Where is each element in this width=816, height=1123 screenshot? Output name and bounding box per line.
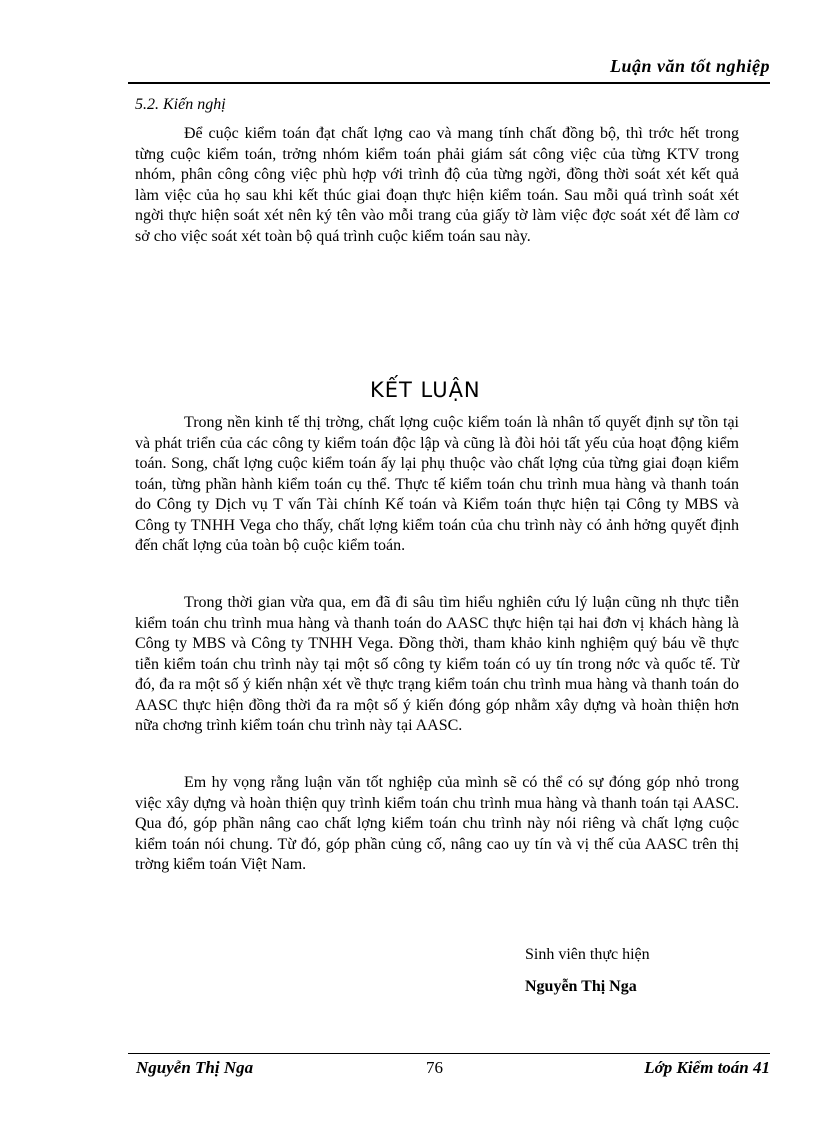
page-number: 76 xyxy=(426,1058,443,1077)
header-title: Luận văn tốt nghiệp xyxy=(609,56,770,76)
conclusion-paragraph-3: Em hy vọng rằng luận văn tốt nghiệp của mình sẽ có thể có sự đóng góp nhỏ trong việc xây dựng và hoàn thiện quy trình kiểm toán chu trình mua hàng và thanh toán tại AASC. Qua đó, góp phần nâng cao chất lợng kiểm toán chu trình này nói riêng và chất lợng cuộc kiểm toán nói chung. Từ đó, góp phần củng cố, nâng cao uy tín và vị thế của AASC trên thị trờng kiểm toán Việt Nam. xyxy=(135,774,739,873)
footer-class-name: Lớp Kiểm toán 41 xyxy=(644,1058,770,1077)
signoff-name: Nguyễn Thị Nga xyxy=(525,978,637,995)
header-rule xyxy=(128,82,770,84)
signoff-label: Sinh viên thực hiện xyxy=(525,946,650,963)
section-heading: 5.2. Kiến nghị xyxy=(135,96,226,113)
conclusion-paragraph-2: Trong thời gian vừa qua, em đã đi sâu tìm hiểu nghiên cứu lý luận cũng nh thực tiễn kiểm toán chu trình mua hàng và thanh toán do AASC thực hiện tại hai đơn vị khách hàng là Công ty MBS và Công ty TNHH Vega. Đồng thời, tham khảo kinh nghiệm quý báu về thực tiễn kiểm toán chu trình này tại một số công ty kiểm toán có uy tín trong nớc và quốc tế. Từ đó, đa ra một số ý kiến nhận xét về thực trạng kiểm toán chu trình mua hàng và thanh toán do AASC thực hiện đồng thời đa ra một số ý kiến đóng góp nhằm xây dựng và hoàn thiện hơn nữa chơng trình kiểm toán chu trình này tại AASC. xyxy=(135,594,739,734)
footer-author: Nguyễn Thị Nga xyxy=(136,1058,254,1077)
recommendation-paragraph: Để cuộc kiểm toán đạt chất lợng cao và mang tính chất đồng bộ, thì trớc hết trong từng cuộc kiểm toán, trởng nhóm kiểm toán phải giám sát công việc của từng KTV trong nhóm, phân công công việc phù hợp với trình độ của từng ngời, đồng thời soát xét kết quả làm việc của họ sau khi kết thúc giai đoạn thực hiện kiểm toán. Sau mỗi quá trình soát xét ngời thực hiện soát xét nên ký tên vào mỗi trang của giấy tờ làm việc đợc soát xét để làm cơ sở cho việc soát xét toàn bộ quá trình cuộc kiểm toán sau này. xyxy=(135,125,739,245)
conclusion-title: KẾT LUẬN xyxy=(370,378,481,402)
footer-rule xyxy=(128,1053,770,1054)
conclusion-paragraph-1: Trong nền kinh tế thị trờng, chất lợng cuộc kiểm toán là nhân tố quyết định sự tồn tại và phát triển của các công ty kiểm toán độc lập và cũng là đòi hỏi tất yếu của hoạt động kiểm toán. Song, chất lợng cuộc kiểm toán ấy lại phụ thuộc vào chất lợng của từng giai đoạn kiểm toán, từng phần hành kiểm toán cụ thể. Thực tế kiểm toán chu trình mua hàng và thanh toán do Công ty Dịch vụ T vấn Tài chính Kế toán và Kiểm toán thực hiện tại Công ty MBS và Công ty TNHH Vega cho thấy, chất lợng kiểm toán của chu trình này có ảnh hởng quyết định đến chất lợng của toàn bộ cuộc kiểm toán. xyxy=(135,414,739,554)
